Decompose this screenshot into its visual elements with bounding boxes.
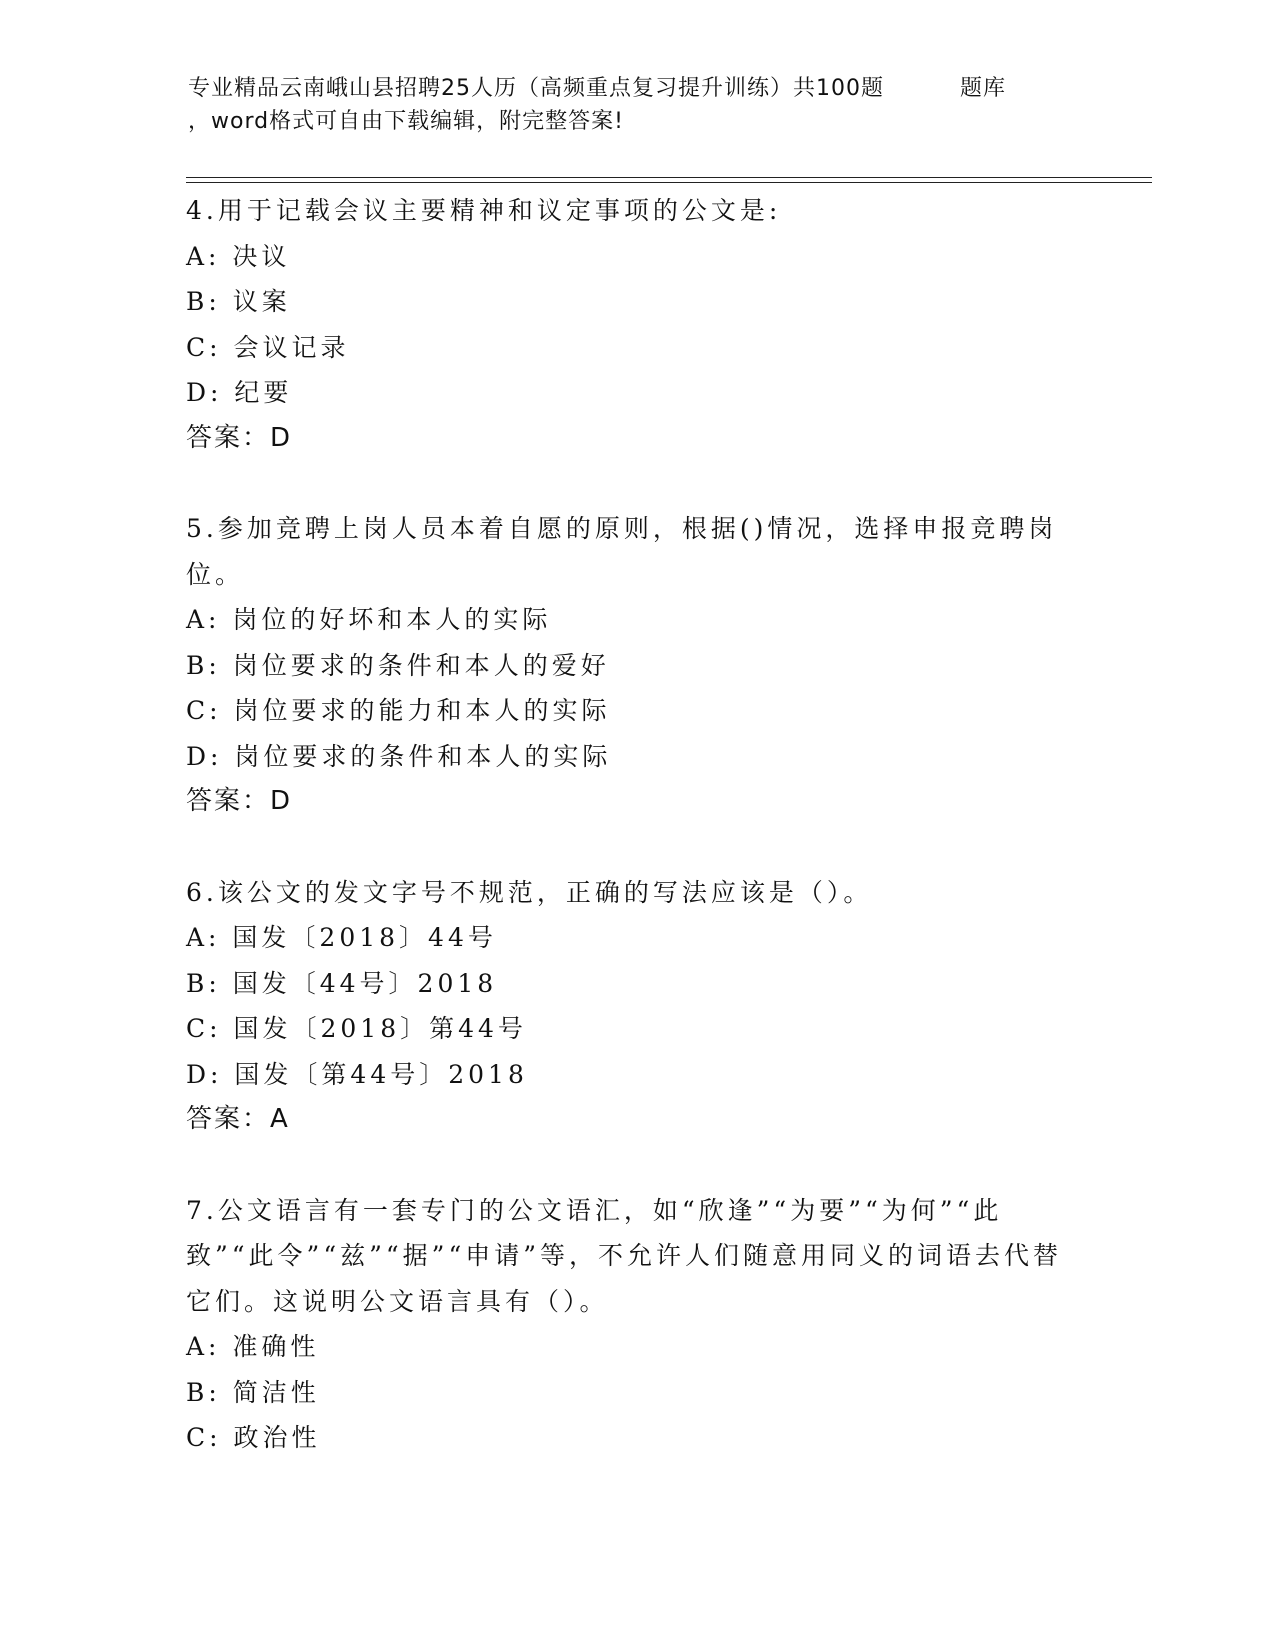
question-list xyxy=(186,188,1066,1506)
answer: 答案：D xyxy=(186,422,293,453)
header-line-2 xyxy=(188,105,1088,138)
option-c: C: 政治性 xyxy=(186,1423,321,1452)
question-6 xyxy=(186,870,1066,1143)
question-stem: 4.用于记载会议主要精神和议定事项的公文是: xyxy=(186,196,782,225)
option-b: B: 简洁性 xyxy=(186,1377,320,1407)
header-divider-top xyxy=(186,177,1152,178)
question-7 xyxy=(186,1188,1066,1461)
question-stem: 6.该公文的发文字号不规范，正确的写法应该是（）。 xyxy=(186,877,873,907)
document-title: 专业精品云南峨山县招聘25人历（高频重点复习提升训练）共100题 xyxy=(188,76,884,101)
question-bank-label: 题库 xyxy=(960,76,1007,101)
option-c: C: 岗位要求的能力和本人的实际 xyxy=(186,696,611,725)
option-b: B: 议案 xyxy=(186,287,291,316)
document-header xyxy=(188,72,1088,138)
header-line-1 xyxy=(188,72,1088,105)
option-a: A: 准确性 xyxy=(186,1332,320,1361)
option-c: C: 会议记录 xyxy=(186,332,350,362)
question-5 xyxy=(186,506,1066,825)
option-a: A: 决议 xyxy=(186,241,291,271)
question-stem: 5.参加竞聘上岗人员本着自愿的原则，根据()情况，选择申报竞聘岗位。 xyxy=(186,514,1058,589)
answer: 答案：A xyxy=(186,1104,290,1134)
question-stem: 7.公文语言有一套专门的公文语汇，如“欣逢”“为要”“为何”“此致”“此令”“兹”“据”“申请”等，不允许人们随意用同义的词语去代替它们。这说明公文语言具有（）。 xyxy=(186,1195,1063,1316)
option-d: D: 国发〔第44号〕2018 xyxy=(186,1059,528,1089)
option-b: B: 岗位要求的条件和本人的爱好 xyxy=(186,650,610,680)
option-d: D: 岗位要求的条件和本人的实际 xyxy=(186,741,612,771)
option-d: D: 纪要 xyxy=(186,378,293,407)
option-a: A: 岗位的好坏和本人的实际 xyxy=(186,605,552,634)
option-a: A: 国发〔2018〕44号 xyxy=(186,923,497,952)
document-subtitle: ，word格式可自由下载编辑，附完整答案! xyxy=(188,109,624,134)
option-c: C: 国发〔2018〕第44号 xyxy=(186,1014,527,1043)
question-4 xyxy=(186,188,1066,461)
header-divider-bottom xyxy=(186,182,1152,183)
answer: 答案：D xyxy=(186,786,293,816)
option-b: B: 国发〔44号〕2018 xyxy=(186,968,498,998)
